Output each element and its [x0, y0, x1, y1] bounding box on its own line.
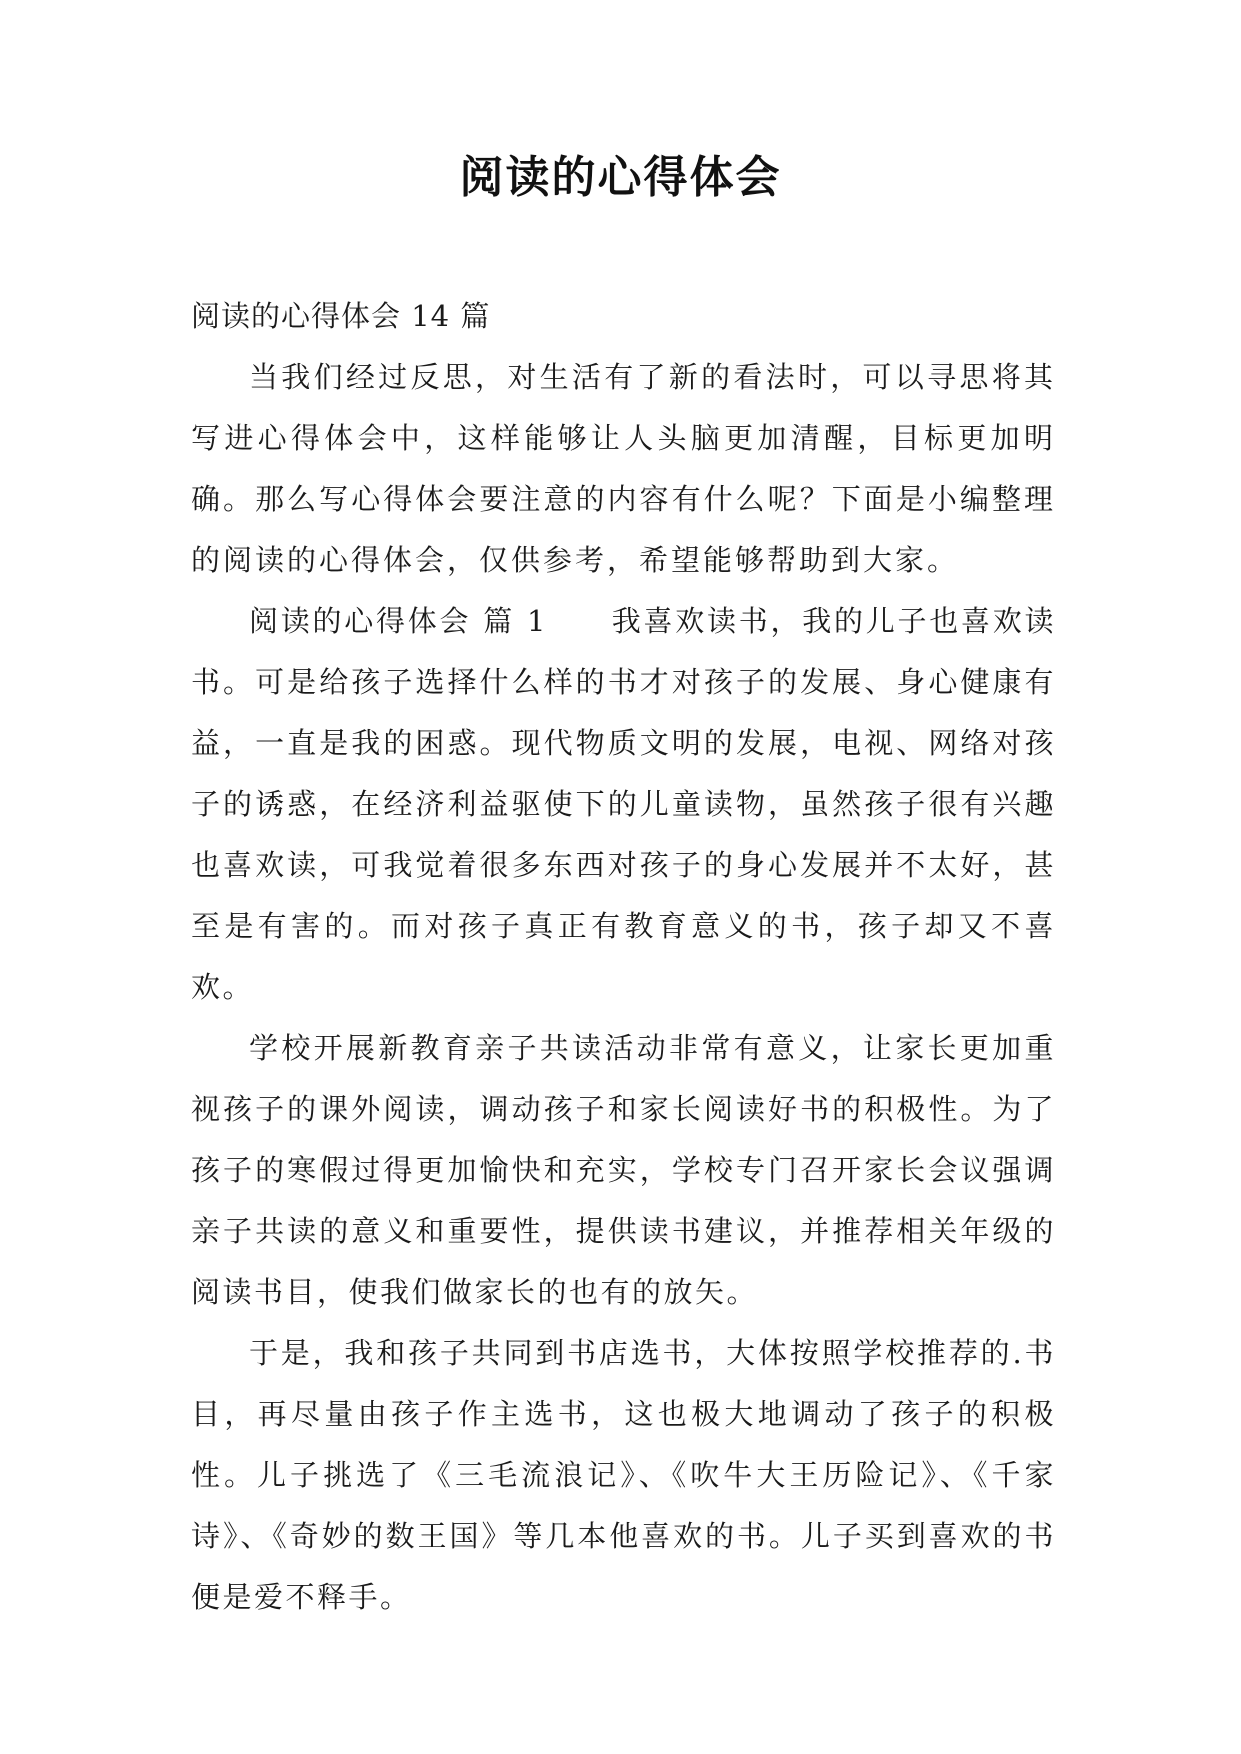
document-subtitle: 阅读的心得体会 14 篇	[191, 299, 491, 333]
paragraph-intro: 当我们经过反思，对生活有了新的看法时，可以寻思将其写进心得体会中，这样能够让人头脑更加清醒，目标更加明确。那么写心得体会要注意的内容有什么呢？下面是小编整理的阅读的心得体会，仅供参考，希望能够帮助到大家。	[191, 360, 1056, 577]
paragraph-chapter-1: 阅读的心得体会 篇 1 我喜欢读书，我的儿子也喜欢读书。可是给孩子选择什么样的书才对孩子的发展、身心健康有益，一直是我的困惑。现代物质文明的发展，电视、网络对孩子的诱惑，在经济利益驱使下的儿童读物，虽然孩子很有兴趣也喜欢读，可我觉着很多东西对孩子的身心发展并不太好，甚至是有害的。而对孩子真正有教育意义的书，孩子却又不喜欢。	[191, 604, 1056, 1004]
paragraph-school-activity: 学校开展新教育亲子共读活动非常有意义，让家长更加重视孩子的课外阅读，调动孩子和家长阅读好书的积极性。为了孩子的寒假过得更加愉快和充实，学校专门召开家长会议强调亲子共读的意义和重要性，提供读书建议，并推荐相关年级的阅读书目，使我们做家长的也有的放矢。	[191, 1031, 1056, 1309]
document-body	[191, 286, 1056, 1628]
document-title: 阅读的心得体会	[459, 152, 782, 203]
paragraph-bookstore: 于是，我和孩子共同到书店选书，大体按照学校推荐的.书目，再尽量由孩子作主选书，这也极大地调动了孩子的积极性。儿子挑选了《三毛流浪记》、《吹牛大王历险记》、《千家诗》、《奇妙的数王国》等几本他喜欢的书。儿子买到喜欢的书便是爱不释手。	[191, 1336, 1056, 1614]
